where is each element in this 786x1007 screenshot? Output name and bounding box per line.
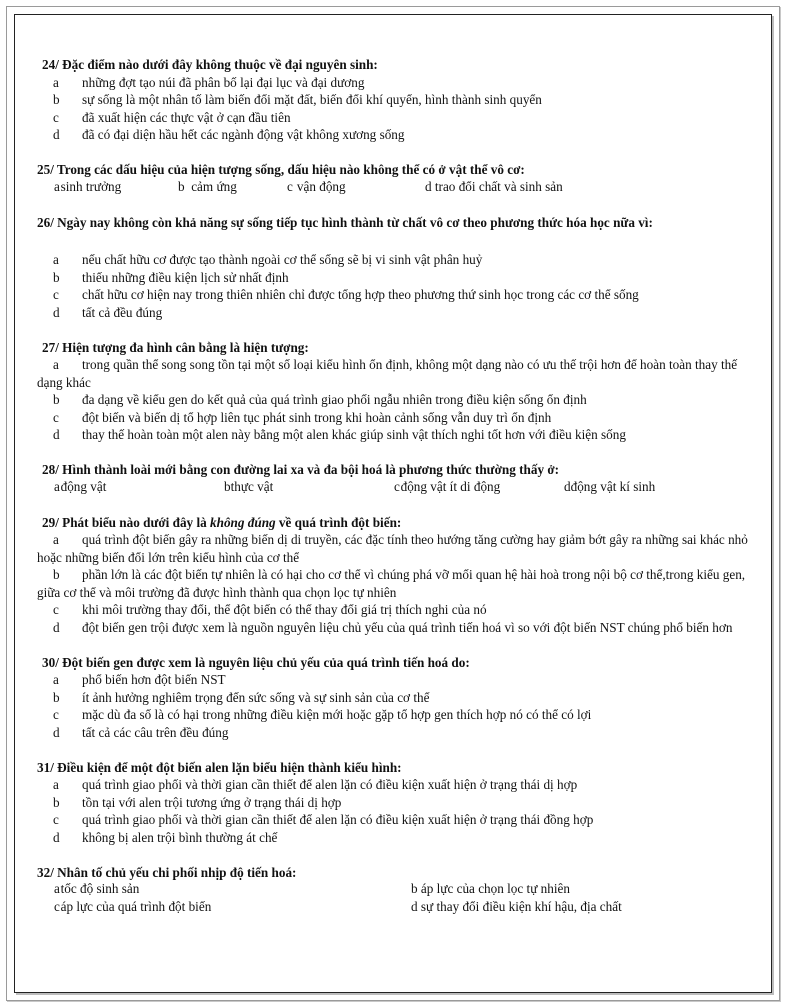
option-letter: c bbox=[54, 898, 60, 914]
answer-option-c[interactable] bbox=[37, 109, 759, 127]
option-letter: d bbox=[53, 619, 60, 635]
option-text: ít ảnh hưởng nghiêm trọng đến sức sống và sự sinh sản của cơ thể bbox=[82, 689, 430, 705]
answer-options-row bbox=[37, 881, 759, 899]
option-letter: b bbox=[178, 178, 185, 194]
question-title bbox=[37, 514, 759, 532]
option-text: tất cả đều đúng bbox=[82, 304, 163, 320]
answer-option-d[interactable] bbox=[411, 898, 622, 915]
option-letter: b bbox=[53, 689, 60, 705]
answer-option-a[interactable] bbox=[54, 178, 122, 195]
exam-content bbox=[37, 56, 759, 916]
answer-option-d[interactable] bbox=[37, 724, 759, 742]
option-text: sự sống là một nhân tố làm biến đổi mặt đất, biến đổi khí quyển, hình thành sinh quyển bbox=[82, 92, 542, 107]
option-text: phổ biến hơn đột biến NST bbox=[82, 672, 226, 687]
answer-option-d[interactable] bbox=[564, 478, 656, 495]
answer-option-d[interactable] bbox=[37, 304, 759, 322]
answer-options-row bbox=[37, 479, 759, 497]
option-text: cảm ứng bbox=[191, 178, 237, 194]
option-letter: a bbox=[53, 777, 59, 792]
answer-option-a[interactable] bbox=[37, 531, 759, 566]
answer-option-a[interactable] bbox=[37, 356, 759, 391]
question-title-end: về quá trình đột biến: bbox=[275, 514, 402, 530]
option-letter: c bbox=[53, 409, 59, 425]
question-title: 32/ Nhân tố chủ yếu chi phối nhịp độ tiến hoá: bbox=[37, 864, 297, 880]
question-title: 30/ Đột biến gen được xem là nguyên liệu chủ yếu của quá trình tiến hoá do: bbox=[42, 654, 470, 670]
question-title-emphasis: không đúng bbox=[210, 514, 276, 530]
answer-option-c[interactable] bbox=[37, 601, 759, 619]
answer-option-c[interactable] bbox=[287, 178, 346, 195]
option-letter: d bbox=[53, 127, 60, 142]
option-text: thực vật bbox=[230, 478, 274, 494]
option-text: khi môi trường thay đổi, thể đột biến có thể thay đổi giá trị thích nghi của nó bbox=[82, 602, 487, 617]
option-text: quá trình đột biến gây ra những biến dị di truyền, các đặc tính theo hướng tăng cường hay giảm bớt gây ra những sai khác nhỏ hoặc những biến đổi lớn trên kiểu hình của cơ thể bbox=[37, 532, 748, 565]
option-text: áp lực của quá trình đột biến bbox=[60, 898, 212, 914]
option-text: trao đổi chất và sinh sản bbox=[434, 178, 563, 194]
answer-option-b[interactable] bbox=[37, 794, 759, 812]
option-letter: c bbox=[394, 478, 400, 494]
option-text: quá trình giao phối và thời gian cần thiết để alen lặn có điều kiện xuất hiện ở trạng thái dị hợp bbox=[82, 777, 578, 792]
option-letter: d bbox=[411, 898, 418, 914]
option-letter: a bbox=[54, 881, 60, 896]
option-letter: b bbox=[53, 92, 60, 107]
answer-option-a[interactable] bbox=[37, 671, 759, 689]
question-title: 27/ Hiện tượng đa hình cân bằng là hiện tượng: bbox=[42, 339, 309, 355]
answer-option-c[interactable] bbox=[37, 286, 759, 304]
question-24 bbox=[37, 56, 759, 144]
option-letter: a bbox=[54, 178, 60, 194]
question-28 bbox=[37, 461, 759, 496]
option-letter: c bbox=[53, 707, 59, 722]
option-letter: a bbox=[53, 532, 59, 547]
option-letter: b bbox=[53, 567, 60, 582]
option-letter: d bbox=[53, 427, 60, 442]
option-text: chất hữu cơ hiện nay trong thiên nhiên chỉ được tổng hợp theo phương thứ sinh học trong các cơ thể sống bbox=[82, 287, 639, 302]
answer-option-c[interactable] bbox=[37, 811, 759, 829]
question-title: 31/ Điều kiện để một đột biến alen lặn biểu hiện thành kiểu hình: bbox=[37, 759, 402, 775]
option-letter: d bbox=[564, 478, 571, 494]
option-text: động vật kí sinh bbox=[570, 478, 656, 494]
question-31 bbox=[37, 759, 759, 847]
option-letter: d bbox=[425, 178, 432, 194]
option-text: đã xuất hiện các thực vật ở cạn đầu tiên bbox=[82, 109, 291, 125]
option-letter: a bbox=[53, 357, 59, 372]
answer-option-d[interactable] bbox=[37, 619, 759, 637]
question-title: 25/ Trong các dấu hiệu của hiện tượng sống, dấu hiệu nào không thể có ở vật thể vô cơ: bbox=[37, 162, 525, 177]
option-letter: b bbox=[224, 478, 231, 494]
question-title-start: 29/ Phát biểu nào dưới đây là bbox=[42, 514, 211, 530]
answer-option-b[interactable] bbox=[178, 178, 237, 195]
option-text: đột biến gen trội được xem là nguồn nguyên liệu chủ yếu của quá trình tiến hoá vì so với đột biến NST chúng phổ biến hơn bbox=[82, 619, 733, 635]
option-letter: c bbox=[53, 287, 59, 302]
answer-option-c[interactable] bbox=[394, 478, 501, 495]
question-29 bbox=[37, 514, 759, 637]
answer-option-b[interactable] bbox=[37, 91, 759, 109]
answer-options-row bbox=[37, 179, 759, 197]
answer-option-b[interactable] bbox=[37, 689, 759, 707]
option-text: quá trình giao phối và thời gian cần thiết để alen lặn có điều kiện xuất hiện ở trạng thái đồng hợp bbox=[82, 812, 594, 827]
option-letter: d bbox=[53, 304, 60, 320]
option-letter: d bbox=[53, 724, 60, 740]
answer-option-b[interactable] bbox=[37, 391, 759, 409]
answer-option-b[interactable] bbox=[37, 566, 759, 601]
option-text: vận động bbox=[296, 178, 346, 194]
answer-option-a[interactable] bbox=[37, 251, 759, 269]
option-text: động vật bbox=[60, 478, 107, 494]
option-letter: b bbox=[53, 392, 60, 407]
question-title: 26/ Ngày nay không còn khả năng sự sống tiếp tục hình thành từ chất vô cơ theo phương thức hóa học nữa vì: bbox=[37, 214, 653, 230]
option-letter: a bbox=[53, 672, 59, 687]
answer-option-d[interactable] bbox=[37, 426, 759, 444]
question-title: 24/ Đặc điểm nào dưới đây không thuộc về đại nguyên sinh: bbox=[42, 57, 378, 72]
answer-option-a[interactable] bbox=[37, 776, 759, 794]
option-text: áp lực của chọn lọc tự nhiên bbox=[420, 881, 570, 896]
question-26 bbox=[37, 214, 759, 322]
option-text: phần lớn là các đột biến tự nhiên là có hại cho cơ thể vì chúng phá vỡ mối quan hệ hài hoà trong nội bộ cơ thể,trong kiểu gen, giữa cơ thể và môi trường đã được hình thành qua chọn lọc tự nhiên bbox=[37, 567, 746, 600]
option-text: đa dạng về kiểu gen do kết quả của quá trình giao phối ngẫu nhiên trong điều kiện sống ổn định bbox=[82, 392, 587, 407]
option-text: tất cả các câu trên đều đúng bbox=[82, 724, 229, 740]
option-text: thiếu những điều kiện lịch sử nhất định bbox=[82, 269, 289, 285]
option-letter: c bbox=[53, 812, 59, 827]
option-letter: b bbox=[53, 794, 60, 810]
answer-option-b[interactable] bbox=[37, 269, 759, 287]
question-32 bbox=[37, 864, 759, 917]
option-letter: b bbox=[53, 269, 60, 285]
option-text: mặc dù đa số là có hại trong những điều kiện mới hoặc gặp tổ hợp gen thích hợp nó có thể có lợi bbox=[82, 707, 592, 722]
option-text: sự thay đổi điều kiện khí hậu, địa chất bbox=[420, 898, 622, 914]
answer-options-row bbox=[37, 899, 759, 917]
option-text: động vật ít di động bbox=[400, 478, 501, 494]
option-text: không bị alen trội bình thường át chế bbox=[82, 829, 278, 845]
option-text: những đợt tạo núi đã phân bố lại đại lục và đại dương bbox=[82, 74, 365, 90]
option-text: tồn tại với alen trội tương ứng ở trạng thái dị hợp bbox=[82, 794, 342, 810]
question-27 bbox=[37, 339, 759, 444]
option-text: đột biến và biến dị tổ hợp liên tục phát sinh trong khi hoàn cảnh sống vẫn duy trì ổn định bbox=[82, 409, 552, 425]
answer-option-c[interactable] bbox=[37, 409, 759, 427]
option-letter: d bbox=[53, 829, 60, 845]
answer-option-a[interactable] bbox=[54, 881, 140, 897]
answer-option-c[interactable] bbox=[54, 898, 212, 915]
option-text: đã có đại diện hầu hết các ngành động vật không xương sống bbox=[82, 127, 405, 142]
option-text: nếu chất hữu cơ được tạo thành ngoài cơ thể sống sẽ bị vi sinh vật phân huỷ bbox=[82, 252, 483, 267]
option-letter: a bbox=[53, 252, 59, 267]
option-text: tốc độ sinh sản bbox=[60, 881, 140, 896]
answer-option-b[interactable] bbox=[224, 478, 274, 495]
option-letter: c bbox=[287, 178, 293, 194]
option-letter: a bbox=[54, 478, 60, 494]
question-title: 28/ Hình thành loài mới bằng con đường lai xa và đa bội hoá là phương thức thường thấy ở: bbox=[42, 462, 560, 477]
answer-option-d[interactable] bbox=[37, 126, 759, 144]
answer-option-a[interactable] bbox=[37, 74, 759, 92]
question-25 bbox=[37, 161, 759, 196]
answer-option-b[interactable] bbox=[411, 881, 570, 897]
question-30 bbox=[37, 654, 759, 742]
option-letter: a bbox=[53, 74, 59, 90]
answer-option-d[interactable] bbox=[425, 178, 563, 195]
answer-option-c[interactable] bbox=[37, 706, 759, 724]
answer-option-a[interactable] bbox=[54, 478, 107, 495]
option-text: thay thế hoàn toàn một alen này bằng một alen khác giúp sinh vật thích nghi tốt hơn với điều kiện sống bbox=[82, 427, 626, 442]
option-text: trong quần thể song song tồn tại một số loại kiểu hình ổn định, không một dạng nào có ưu thế trội hơn để hoàn toàn thay thế dạng khác bbox=[37, 357, 738, 390]
option-text: sinh trưởng bbox=[60, 178, 122, 194]
option-letter: b bbox=[411, 881, 418, 896]
answer-option-d[interactable] bbox=[37, 829, 759, 847]
option-letter: c bbox=[53, 602, 59, 617]
option-letter: c bbox=[53, 109, 59, 125]
